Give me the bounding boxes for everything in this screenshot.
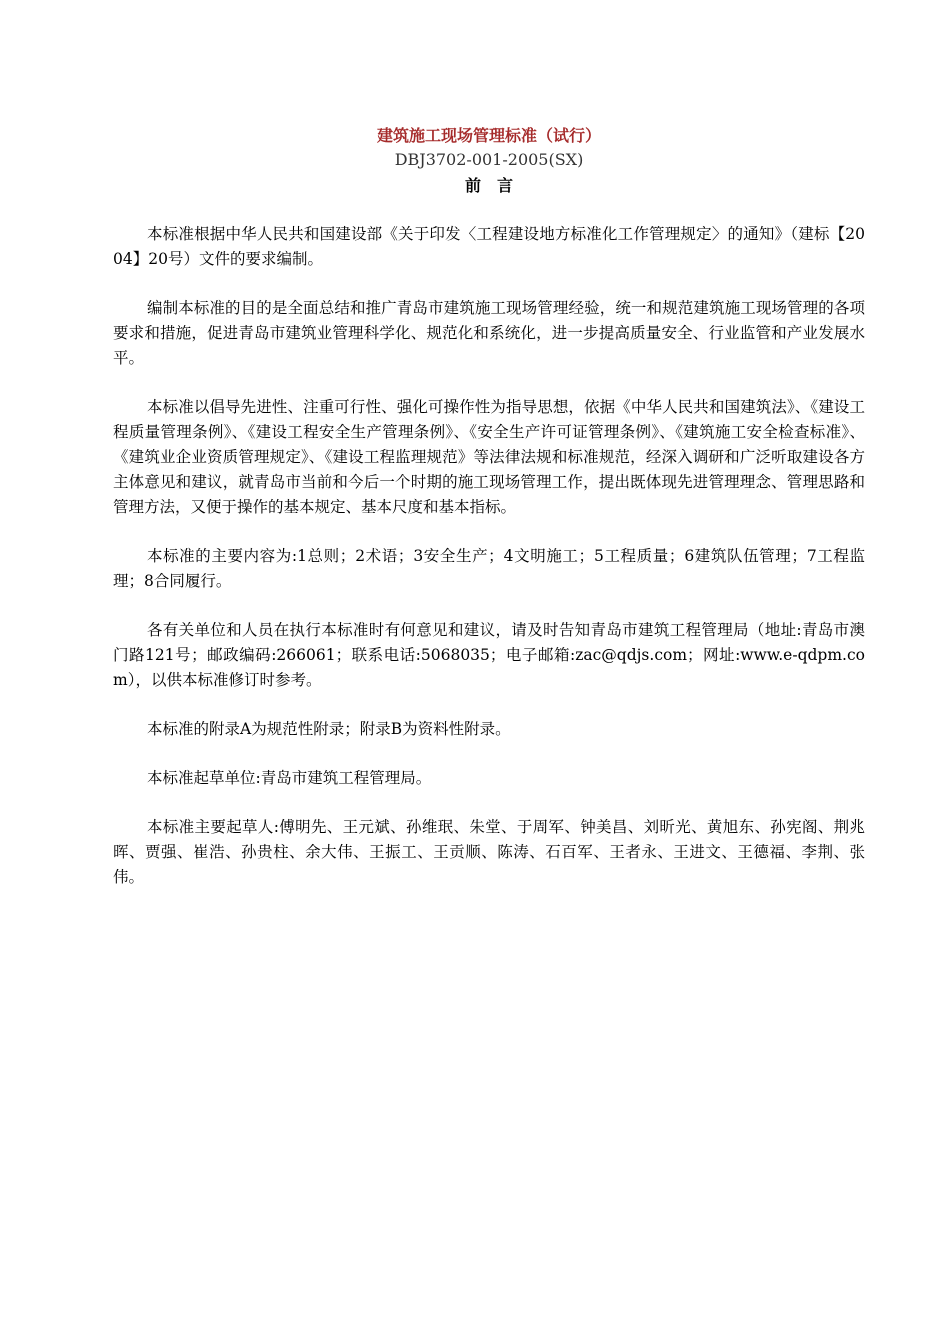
document-title: 建筑施工现场管理标准（试行） [376,126,601,145]
paragraph-contents: 本标准的主要内容为:1总则；2术语；3安全生产；4文明施工；5工程质量；6建筑队伍管理；7工程监理；8合同履行。 [113,547,865,590]
paragraph-purpose: 编制本标准的目的是全面总结和推广青岛市建筑施工现场管理经验，统一和规范建筑施工现场管理的各项要求和措施，促进青岛市建筑业管理科学化、规范化和系统化，进一步提高质量安全、行业监管和产业发展水平。 [113,299,865,367]
paragraph-drafting-unit: 本标准起草单位:青岛市建筑工程管理局。 [147,769,432,787]
paragraph-drafters: 本标准主要起草人:傅明先、王元斌、孙维珉、朱堂、于周军、钟美昌、刘昕光、黄旭东、孙宪阁、荆兆晖、贾强、崔浩、孙贵柱、余大伟、王振工、王贡顺、陈涛、石百军、王者永、王进文、王德福、李荆、张伟。 [113,818,865,886]
paragraph-basis: 本标准根据中华人民共和国建设部《关于印发〈工程建设地方标准化工作管理规定〉的通知》（建标【2004】20号）文件的要求编制。 [113,225,865,268]
document-page [113,124,865,914]
paragraph-appendix: 本标准的附录A为规范性附录；附录B为资料性附录。 [147,720,511,738]
paragraph-guiding-principle: 本标准以倡导先进性、注重可行性、强化可操作性为指导思想，依据《中华人民共和国建筑法》、《建设工程质量管理条例》、《建设工程安全生产管理条例》、《安全生产许可证管理条例》、《建筑施工安全检查标准》、《建筑业企业资质管理规定》、《建设工程监理规范》等法律法规和标准规范，经深入调研和广泛听取建设各方主体意见和建议，就青岛市当前和今后一个时期的施工现场管理工作，提出既体现先进管理理念、管理思路和管理方法，又便于操作的基本规定、基本尺度和基本指标。 [113,398,865,516]
standard-code: DBJ3702-001-2005(SX) [394,150,584,169]
preface-heading: 前 言 [464,176,513,195]
paragraph-feedback-contact: 各有关单位和人员在执行本标准时有何意见和建议，请及时告知青岛市建筑工程管理局（地址:青岛市澳门路121号；邮政编码:266061；联系电话:5068035；电子邮箱:zac@qdjs.com；网址:www.e-qdpm.com），以供本标准修订时参考。 [113,621,865,689]
